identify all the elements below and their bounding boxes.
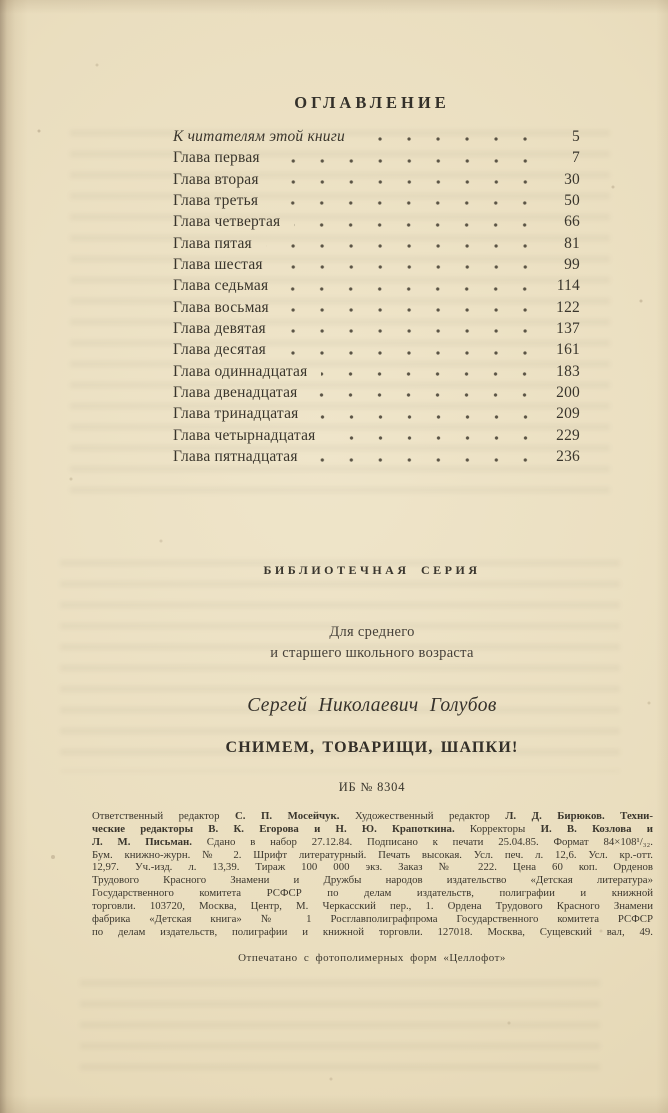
scan-edge-shadow-left <box>0 0 30 1113</box>
toc-entry-label: Глава десятая <box>173 341 267 359</box>
book-title: СНИМЕМ, ТОВАРИЩИ, ШАПКИ! <box>225 739 519 756</box>
colophon-line: Государственного комитета РСФСР по делам издательств, полиграфии и книжной <box>92 887 653 900</box>
toc-entry <box>173 275 580 296</box>
toc-entry-page: 66 <box>564 213 580 231</box>
ib-number: ИБ № 8304 <box>338 780 406 794</box>
toc-entry-page: 99 <box>564 256 580 274</box>
dot-leader <box>311 392 540 398</box>
toc-entry-label: Глава одиннадцатая <box>173 362 308 380</box>
audience-line-1: Для среднего <box>329 624 415 640</box>
toc-entry-label: Глава пятая <box>173 234 252 252</box>
toc-entry-page: 7 <box>572 149 580 167</box>
toc-entry-label: К читателям этой книги <box>173 128 345 145</box>
toc-entry-page: 114 <box>556 277 580 295</box>
toc-entry <box>173 147 580 168</box>
dot-leader <box>330 435 541 441</box>
colophon <box>92 810 653 938</box>
toc-entry <box>173 297 580 318</box>
scan-edge-shadow-bottom <box>0 1095 668 1113</box>
toc-entry-page: 200 <box>556 384 580 402</box>
toc-entry-page: 161 <box>556 341 580 359</box>
printed-note: Отпечатано с фотополимерных форм «Целлофот» <box>238 952 506 964</box>
colophon-line: торговли. 103720, Москва, Центр, М. Черкасский пер., 1. Ордена Трудового Красного Знамени <box>92 899 653 912</box>
toc-entry <box>173 339 580 360</box>
dot-leader <box>280 350 540 356</box>
colophon-line: фабрика «Детская книга» № 1 Росглавполиграфпрома Государственного комитета РСФСР <box>92 912 653 925</box>
page-showthrough <box>80 980 600 1080</box>
toc-entry-label: Глава четырнадцатая <box>173 426 316 444</box>
toc-entry-label: Глава девятая <box>173 320 266 338</box>
dot-leader <box>313 414 541 420</box>
colophon-line: 12,97. Уч.-изд. л. 13,39. Тираж 100 000 экз. Заказ № 222. Цена 60 коп. Орденов <box>92 861 653 874</box>
toc-entry-page: 81 <box>564 234 580 252</box>
toc-entry <box>173 126 580 147</box>
scan-edge-shadow-top <box>0 0 668 14</box>
toc-entry-page: 122 <box>556 298 580 316</box>
toc-entry <box>173 233 580 254</box>
colophon-line: Л. М. Письман. Сдано в набор 27.12.84. Подписано к печати 25.04.85. Формат 84×108¹/₃₂. <box>92 835 653 848</box>
dot-leader <box>273 179 540 185</box>
colophon-line: Трудового Красного Знамени и Дружбы народов издательство «Детская литература» <box>92 874 653 887</box>
dot-leader <box>272 200 540 206</box>
toc-entry <box>173 446 580 467</box>
dot-leader <box>312 457 540 463</box>
dot-leader <box>282 286 540 292</box>
dot-leader <box>359 136 540 142</box>
toc-entry <box>173 254 580 275</box>
toc-entry <box>173 403 580 424</box>
colophon-line: ческие редакторы В. К. Егорова и Н. Ю. Крапоткина. Корректоры И. В. Козлова и <box>92 822 653 835</box>
toc-entry <box>173 425 580 446</box>
table-of-contents <box>173 126 580 468</box>
toc-entry-page: 209 <box>556 405 580 423</box>
dot-leader <box>274 158 540 164</box>
toc-entry-label: Глава первая <box>173 149 260 167</box>
paper-specks <box>0 0 2 2</box>
colophon-line: Ответственный редактор С. П. Мосейчук. Художественный редактор Л. Д. Бирюков. Техни- <box>92 810 653 822</box>
toc-entry-page: 50 <box>564 192 580 210</box>
scan-edge-shadow-right <box>656 0 668 1113</box>
colophon-line: по делам издательств, полиграфии и книжной торговли. 127018. Москва, Сущевский вал, 49. <box>92 925 653 938</box>
toc-entry <box>173 361 580 382</box>
toc-entry-label: Глава двенадцатая <box>173 384 298 402</box>
toc-entry-label: Глава третья <box>173 192 259 210</box>
series-heading: БИБЛИОТЕЧНАЯ СЕРИЯ <box>263 563 481 577</box>
toc-entry-label: Глава восьмая <box>173 298 269 316</box>
toc-entry-label: Глава вторая <box>173 170 259 188</box>
author-name: Сергей Николаевич Голубов <box>247 695 497 716</box>
toc-entry-page: 229 <box>556 426 580 444</box>
dot-leader <box>294 222 540 228</box>
colophon-line: Бум. книжно-журн. № 2. Шрифт литературный. Печать высокая. Усл. печ. л. 12,6. Усл. кр.-отт. <box>92 848 653 861</box>
dot-leader <box>283 307 540 313</box>
audience-line-2: и старшего школьного возраста <box>270 645 474 661</box>
dot-leader <box>277 264 540 270</box>
dot-leader <box>266 243 540 249</box>
toc-entry-label: Глава тринадцатая <box>173 405 299 423</box>
toc-title: ОГЛАВЛЕНИЕ <box>294 93 450 113</box>
toc-entry-page: 5 <box>572 128 580 145</box>
toc-entry-page: 236 <box>556 448 580 466</box>
toc-entry-label: Глава шестая <box>173 256 263 274</box>
audience-note <box>72 622 668 664</box>
toc-entry-page: 137 <box>556 320 580 338</box>
toc-entry-page: 183 <box>556 362 580 380</box>
toc-entry-page: 30 <box>564 170 580 188</box>
toc-entry <box>173 318 580 339</box>
toc-entry-label: Глава седьмая <box>173 277 269 295</box>
toc-entry <box>173 211 580 232</box>
toc-entry-label: Глава пятнадцатая <box>173 448 298 466</box>
dot-leader <box>280 328 540 334</box>
toc-entry-label: Глава четвертая <box>173 213 281 231</box>
dot-leader <box>321 371 540 377</box>
toc-entry <box>173 382 580 403</box>
toc-entry <box>173 169 580 190</box>
toc-entry <box>173 190 580 211</box>
